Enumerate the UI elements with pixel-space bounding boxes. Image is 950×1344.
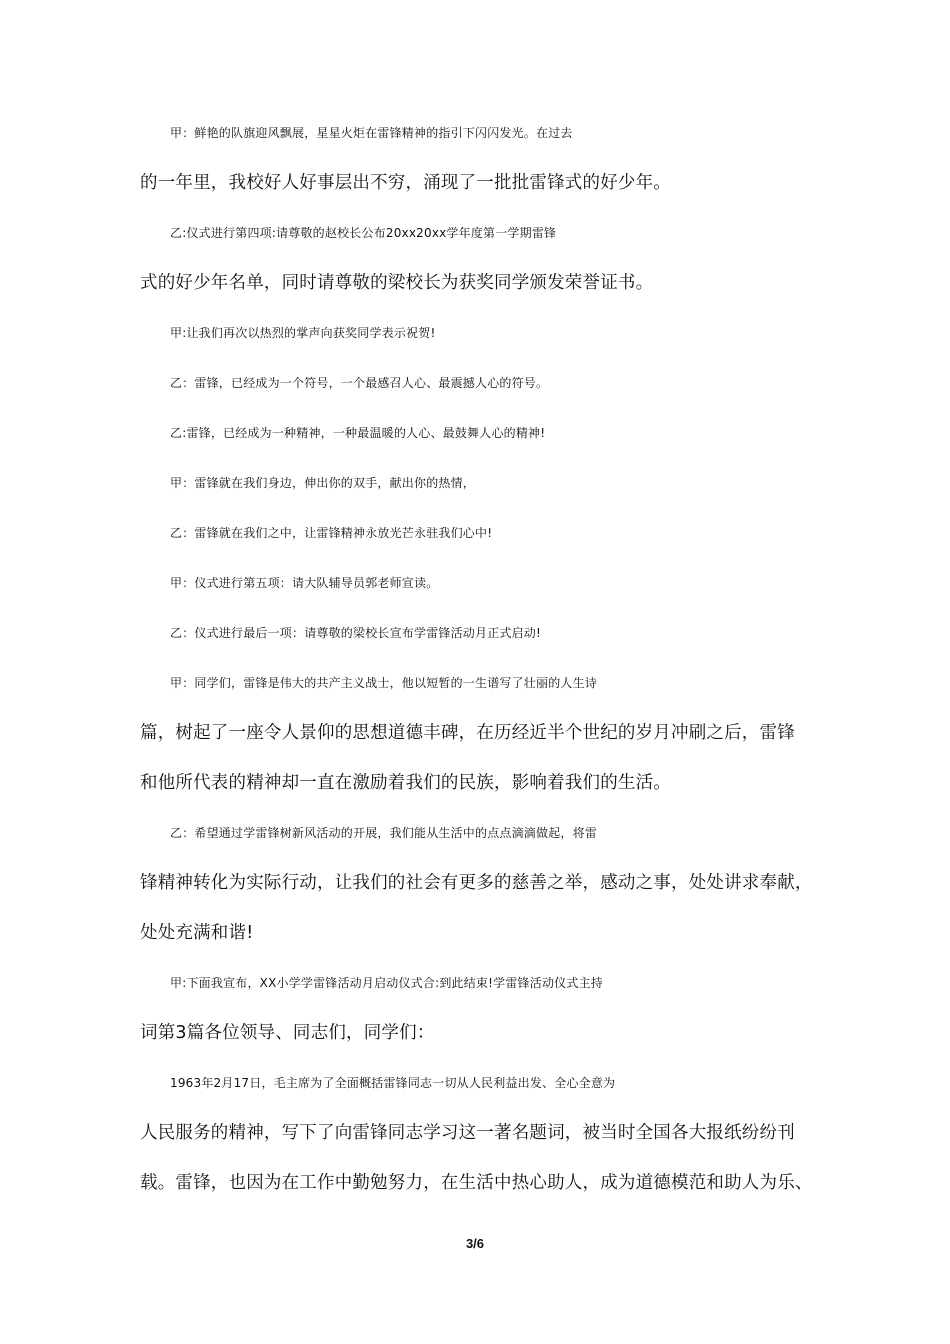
text-line: 锋精神转化为实际行动，让我们的社会有更多的慈善之举，感动之事，处处讲求奉献， (140, 873, 813, 893)
text-line: 乙:仪式进行第四项:请尊敬的赵校长公布20xx20xx学年度第一学期雷锋 (170, 226, 557, 240)
text-line: 甲：同学们，雷锋是伟大的共产主义战士，他以短暂的一生谱写了壮丽的人生诗 (170, 676, 598, 690)
text-line: 甲：雷锋就在我们身边，伸出你的双手，献出你的热情， (170, 476, 476, 490)
text-line: 乙：雷锋就在我们之中，让雷锋精神永放光芒永驻我们心中! (170, 526, 493, 540)
text-line: 处处充满和谐! (140, 923, 254, 943)
text-line: 甲:下面我宣布，XX小学学雷锋活动月启动仪式合:到此结束!学雷锋活动仪式主持 (170, 976, 603, 990)
text-line: 甲：仪式进行第五项：请大队辅导员郭老师宣读。 (170, 576, 439, 590)
text-line: 和他所代表的精神却一直在激励着我们的民族，影响着我们的生活。 (140, 773, 671, 793)
text-line: 乙:雷锋，已经成为一种精神，一种最温暖的人心、最鼓舞人心的精神! (170, 426, 546, 440)
text-line: 甲：鲜艳的队旗迎风飘展，星星火炬在雷锋精神的指引下闪闪发光。在过去 (170, 126, 573, 140)
text-line: 乙：希望通过学雷锋树新风活动的开展，我们能从生活中的点点滴滴做起，将雷 (170, 826, 598, 840)
page-number: 3/6 (465, 1236, 485, 1251)
text-line: 载。雷锋，也因为在工作中勤勉努力，在生活中热心助人，成为道德模范和助人为乐、 (140, 1173, 813, 1193)
text-line: 词第3篇各位领导、同志们，同学们： (140, 1023, 435, 1043)
text-line: 1963年2月17日，毛主席为了全面概括雷锋同志一切从人民利益出发、全心全意为 (170, 1076, 616, 1090)
text-line: 乙：仪式进行最后一项：请尊敬的梁校长宣布学雷锋活动月正式启动! (170, 626, 542, 640)
text-line: 的一年里，我校好人好事层出不穷，涌现了一批批雷锋式的好少年。 (140, 173, 671, 193)
text-line: 式的好少年名单，同时请尊敬的梁校长为获奖同学颁发荣誉证书。 (140, 273, 654, 293)
text-line: 篇，树起了一座令人景仰的思想道德丰碑，在历经近半个世纪的岁月冲刷之后，雷锋 (140, 723, 795, 743)
text-line: 乙：雷锋，已经成为一个符号，一个最感召人心、最震撼人心的符号。 (170, 376, 549, 390)
text-line: 甲:让我们再次以热烈的掌声向获奖同学表示祝贺! (170, 326, 436, 340)
text-line: 人民服务的精神，写下了向雷锋同志学习这一著名题词，被当时全国各大报纸纷纷刊 (140, 1123, 795, 1143)
